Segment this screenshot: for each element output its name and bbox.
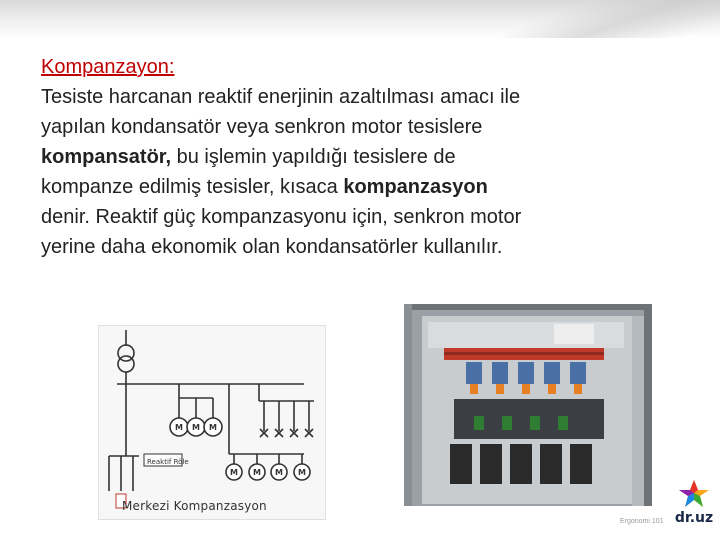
header-decoration: [470, 0, 720, 38]
bold-term-kompansator: kompansatör,: [41, 146, 172, 168]
motor-label: M: [192, 423, 200, 432]
slide-heading: Kompanzayon:: [41, 56, 175, 78]
text-line-3-rest: bu işlemin yapıldığı tesislere de: [171, 146, 456, 168]
compensation-diagram: [98, 325, 326, 520]
bold-term-kompanzasyon: kompanzasyon: [343, 176, 488, 198]
text-line-3: [41, 142, 681, 172]
motor-label: M: [298, 468, 306, 477]
motor-label: M: [230, 468, 238, 477]
druz-logo: [672, 477, 716, 529]
diagram-caption: Merkezi Kompanzasyon: [122, 499, 267, 513]
motor-label: M: [175, 423, 183, 432]
relay-label: Reaktif Röle: [147, 458, 189, 466]
panel-photo-drawing: [404, 304, 652, 506]
star-logo-icon: [672, 477, 716, 511]
compensation-panel-photo: [404, 304, 652, 506]
motor-label: M: [209, 423, 217, 432]
text-line-6: yerine daha ekonomik olan kondansatörler kullanılır.: [41, 236, 503, 258]
motor-label: M: [253, 468, 261, 477]
logo-text: dr.uz: [674, 510, 714, 526]
diagram-drawing: [99, 326, 325, 519]
text-line-4-start: kompanze edilmiş tesisler, kısaca: [41, 176, 344, 198]
text-line-5: denir. Reaktif güç kompanzasyonu için, senkron motor: [41, 206, 522, 228]
text-line-4: [41, 172, 681, 202]
motor-label: M: [275, 468, 283, 477]
text-line-1: Tesiste harcanan reaktif enerjinin azaltılması amacı ile: [41, 86, 521, 108]
slide-body: [41, 52, 681, 262]
text-line-2: yapılan kondansatör veya senkron motor tesislere: [41, 116, 483, 138]
watermark-text: Ergonomi 101: [620, 518, 664, 525]
